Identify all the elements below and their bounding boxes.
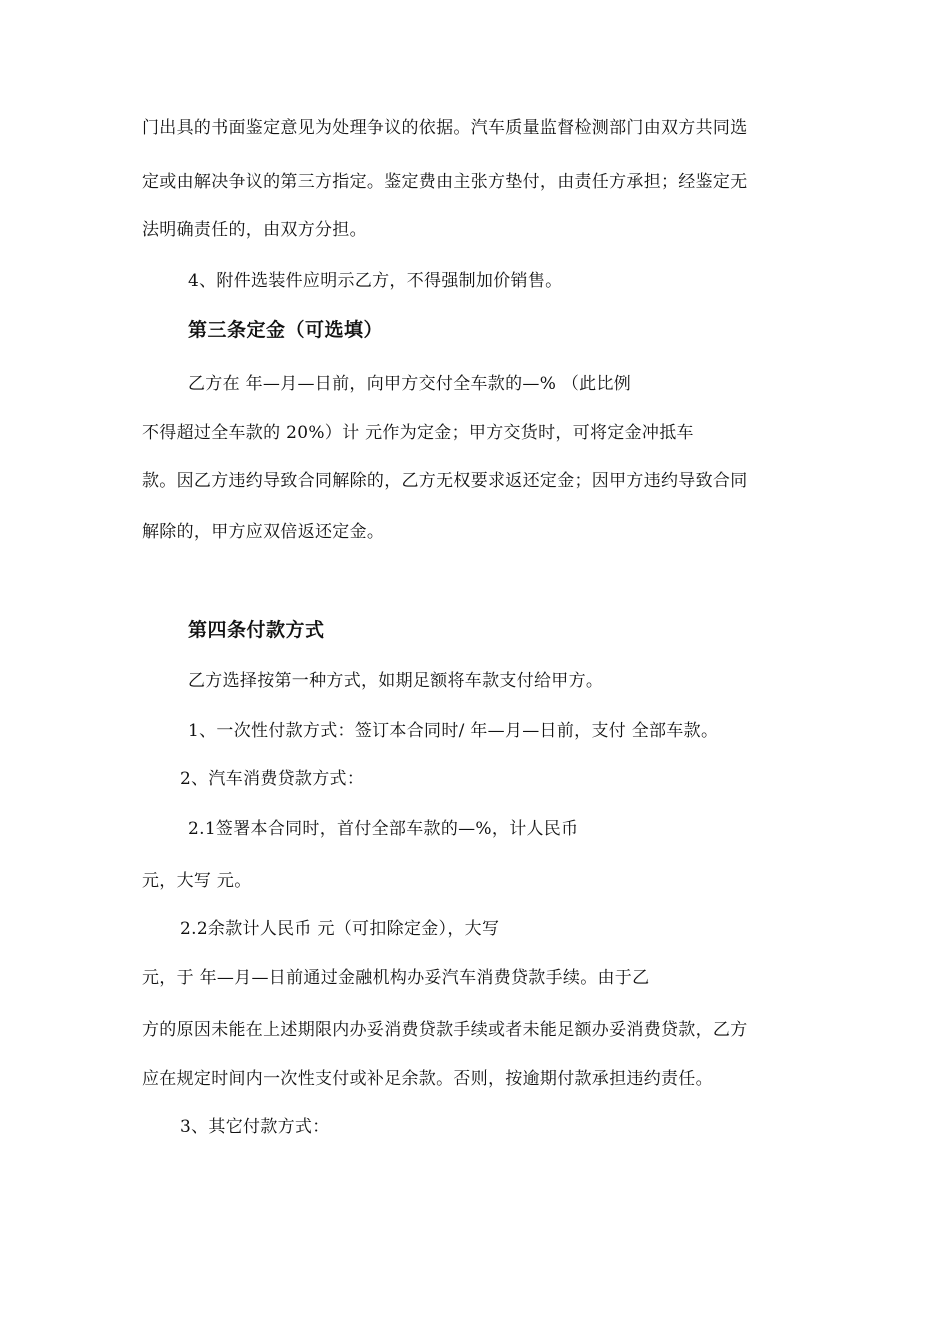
paragraph-line: 解除的，甲方应双倍返还定金。 [142, 522, 385, 542]
sub-clause-item: 2.2余款计人民币 元（可扣除定金），大写 [180, 919, 500, 939]
clause-item: 4、附件选装件应明示乙方，不得强制加价销售。 [188, 271, 563, 291]
paragraph-line: 门出具的书面鉴定意见为处理争议的依据。汽车质量监督检测部门由双方共同选 [142, 118, 748, 138]
paragraph-line: 方的原因未能在上述期限内办妥消费贷款手续或者未能足额办妥消费贷款，乙方 [142, 1020, 748, 1040]
paragraph-line: 元，于 年—月—日前通过金融机构办妥汽车消费贷款手续。由于乙 [142, 968, 650, 988]
clause-item: 3、其它付款方式： [180, 1117, 330, 1137]
clause-item: 2、汽车消费贷款方式： [180, 769, 365, 789]
paragraph-line: 不得超过全车款的 20%）计 元作为定金；甲方交货时，可将定金冲抵车 [142, 423, 694, 443]
paragraph-line: 应在规定时间内一次性支付或补足余款。否则，按逾期付款承担违约责任。 [142, 1069, 713, 1089]
article-4-heading: 第四条付款方式 [188, 619, 325, 641]
sub-clause-item: 2.1签署本合同时，首付全部车款的—%，计人民币 [188, 819, 579, 839]
paragraph-line: 定或由解决争议的第三方指定。鉴定费由主张方垫付，由责任方承担；经鉴定无 [142, 172, 748, 192]
paragraph-line: 法明确责任的，由双方分担。 [142, 220, 367, 240]
paragraph-line: 乙方在 年—月—日前，向甲方交付全车款的—% （此比例 [188, 374, 632, 394]
paragraph-line: 元，大写 元。 [142, 871, 252, 891]
paragraph-line: 乙方选择按第一种方式，如期足额将车款支付给甲方。 [188, 671, 604, 691]
paragraph-line: 款。因乙方违约导致合同解除的，乙方无权要求返还定金；因甲方违约导致合同 [142, 471, 748, 491]
clause-item: 1、一次性付款方式：签订本合同时/ 年—月—日前，支付 全部车款。 [188, 721, 719, 741]
article-3-heading: 第三条定金（可选填） [188, 319, 384, 341]
